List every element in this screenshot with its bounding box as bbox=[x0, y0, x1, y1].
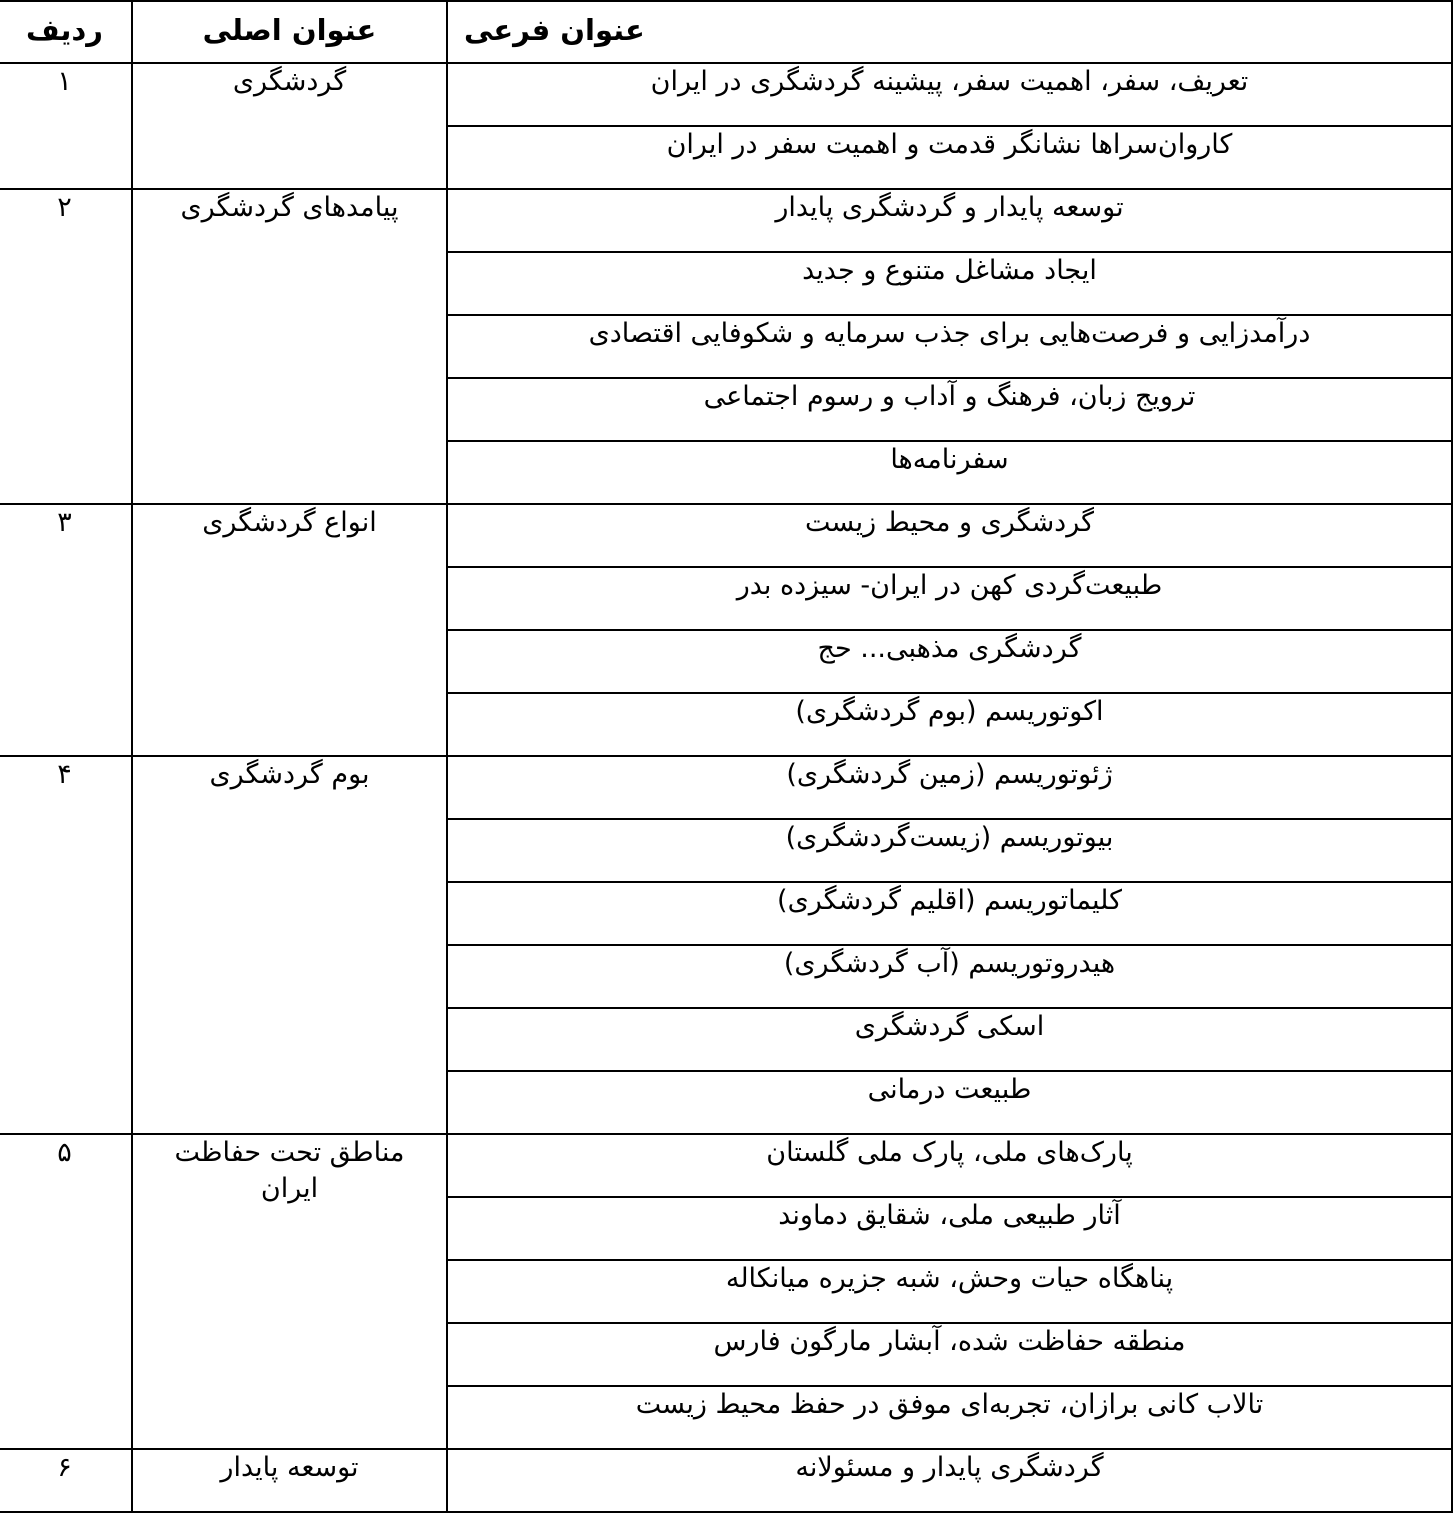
sub-title-cell bbox=[447, 1197, 1452, 1260]
table-row bbox=[0, 1449, 1452, 1512]
sub-title-text: اسکی گردشگری bbox=[854, 1011, 1045, 1042]
sub-title-cell bbox=[447, 63, 1452, 126]
main-title-cell: بوم گردشگری bbox=[132, 756, 447, 1134]
sub-title-text: توسعه پایدار و گردشگری پایدار bbox=[775, 192, 1124, 223]
sub-title-cell bbox=[447, 756, 1452, 819]
sub-title-text: گردشگری پایدار و مسئولانه bbox=[795, 1452, 1104, 1483]
sub-title-cell bbox=[447, 1134, 1452, 1197]
sub-title-text: طبیعت‌گردی کهن در ایران- سیزده بدر bbox=[736, 570, 1163, 601]
sub-title-text: کلیماتوریسم (اقلیم گردشگری) bbox=[777, 885, 1122, 916]
sub-title-text: پارک‌های ملی، پارک ملی گلستان bbox=[766, 1137, 1133, 1168]
table-row bbox=[0, 189, 1452, 252]
sub-title-text: ترویج زبان، فرهنگ و آداب و رسوم اجتماعی bbox=[703, 381, 1196, 412]
table-row bbox=[0, 63, 1452, 126]
sub-title-text: آثار طبیعی ملی، شقایق دماوند bbox=[778, 1200, 1121, 1231]
main-title-cell: گردشگری bbox=[132, 63, 447, 189]
sub-title-text: بیوتوریسم (زیست‌گردشگری) bbox=[785, 822, 1114, 853]
sub-title-cell bbox=[447, 126, 1452, 189]
sub-title-cell bbox=[447, 819, 1452, 882]
sub-title-cell bbox=[447, 504, 1452, 567]
sub-title-text: هیدروتوریسم (آب گردشگری) bbox=[783, 948, 1116, 979]
radif-cell: ۳ bbox=[0, 504, 132, 756]
table-body bbox=[0, 63, 1452, 1512]
sub-title-text: گردشگری مذهبی... حج bbox=[817, 633, 1082, 664]
radif-cell: ۶ bbox=[0, 1449, 132, 1512]
sub-title-text: ژئوتوریسم (زمین گردشگری) bbox=[786, 759, 1113, 790]
sub-title-cell bbox=[447, 945, 1452, 1008]
sub-title-text: کاروان‌سراها نشانگر قدمت و اهمیت سفر در ایران bbox=[666, 129, 1233, 160]
sub-title-text: ایجاد مشاغل متنوع و جدید bbox=[802, 255, 1097, 286]
sub-title-text: اکوتوریسم (بوم گردشگری) bbox=[795, 696, 1104, 727]
sub-title-text: درآمدزایی و فرصت‌هایی برای جذب سرمایه و شکوفایی اقتصادی bbox=[588, 318, 1311, 349]
sub-title-cell bbox=[447, 630, 1452, 693]
sub-title-cell bbox=[447, 315, 1452, 378]
radif-cell: ۵ bbox=[0, 1134, 132, 1449]
sub-title-cell bbox=[447, 1449, 1452, 1512]
sub-title-text: طبیعت درمانی bbox=[867, 1074, 1032, 1105]
sub-title-cell bbox=[447, 1071, 1452, 1134]
sub-title-cell bbox=[447, 1008, 1452, 1071]
table-row bbox=[0, 1134, 1452, 1197]
table-header bbox=[0, 1, 1452, 63]
sub-title-cell bbox=[447, 189, 1452, 252]
table-row bbox=[0, 756, 1452, 819]
sub-title-text: تالاب کانی برازان، تجربه‌ای موفق در حفظ محیط زیست bbox=[635, 1389, 1264, 1420]
header-main-title: عنوان اصلی bbox=[132, 1, 447, 63]
sub-title-text: گردشگری و محیط زیست bbox=[805, 507, 1094, 538]
sub-title-cell bbox=[447, 252, 1452, 315]
radif-cell: ۱ bbox=[0, 63, 132, 189]
sub-title-cell bbox=[447, 378, 1452, 441]
main-title-cell: توسعه پایدار bbox=[132, 1449, 447, 1512]
sub-title-cell bbox=[447, 567, 1452, 630]
radif-cell: ۴ bbox=[0, 756, 132, 1134]
main-title-cell: پیامدهای گردشگری bbox=[132, 189, 447, 504]
main-title-cell: مناطق تحت حفاظت ایران bbox=[132, 1134, 447, 1449]
radif-cell: ۲ bbox=[0, 189, 132, 504]
sub-title-cell bbox=[447, 882, 1452, 945]
header-radif: ردیف bbox=[0, 1, 132, 63]
table-row bbox=[0, 504, 1452, 567]
main-title-cell: انواع گردشگری bbox=[132, 504, 447, 756]
sub-title-cell bbox=[447, 1323, 1452, 1386]
header-sub-title: عنوان فرعی bbox=[447, 1, 1452, 63]
sub-title-text: تعریف، سفر، اهمیت سفر، پیشینه گردشگری در ایران bbox=[650, 66, 1249, 97]
sub-title-cell bbox=[447, 1386, 1452, 1449]
sub-title-text: سفرنامه‌ها bbox=[890, 444, 1009, 475]
sub-title-cell bbox=[447, 441, 1452, 504]
sub-title-cell bbox=[447, 693, 1452, 756]
sub-title-cell bbox=[447, 1260, 1452, 1323]
header-row bbox=[0, 1, 1452, 63]
sub-title-text: منطقه حفاظت شده، آبشار مارگون فارس bbox=[713, 1326, 1186, 1357]
sub-title-text: پناهگاه حیات وحش، شبه جزیره میانکاله bbox=[725, 1263, 1174, 1294]
